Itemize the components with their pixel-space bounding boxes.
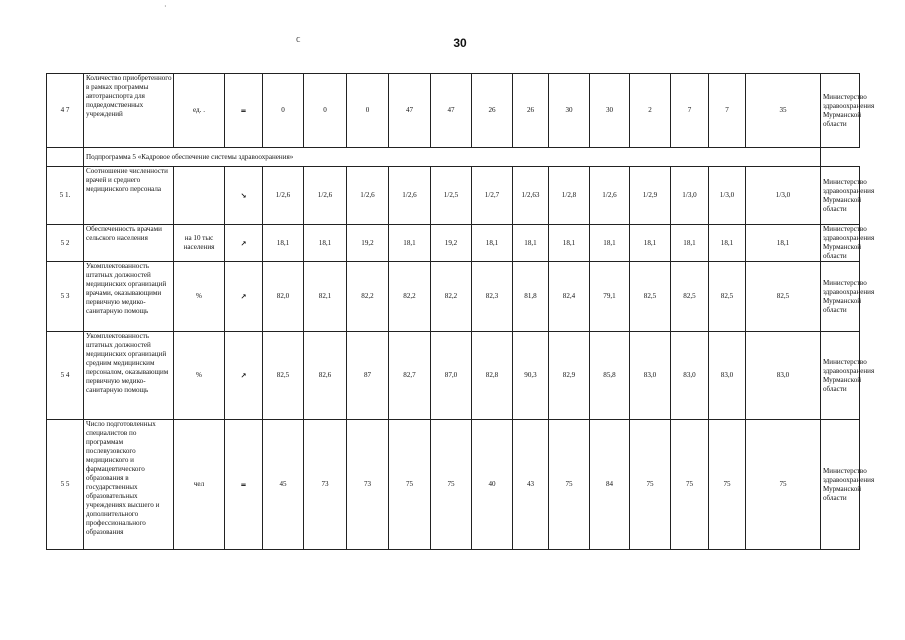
value-cell: 75 [709, 420, 746, 550]
value-cell: 82,5 [671, 262, 709, 332]
value-cell: 87,0 [431, 332, 472, 420]
value-cell: 45 [263, 420, 304, 550]
value-cell: 82,9 [549, 332, 590, 420]
value-cell: 35 [746, 74, 821, 148]
value-cell: 1/3,0 [746, 167, 821, 225]
row-number: 5 3 [47, 262, 84, 332]
value-cell: 1/2,5 [431, 167, 472, 225]
value-cell: 1/2,6 [590, 167, 630, 225]
value-cell: 43 [513, 420, 549, 550]
ministry-cell: Министерство здравоохранения Мурманской области [821, 74, 860, 148]
unit-cell [174, 167, 225, 225]
value-cell: 18,1 [304, 225, 347, 262]
value-cell: 18,1 [590, 225, 630, 262]
indicator-name: Количество приобретенного в рамках программы автотранспорта для подведомственных учреждений [84, 74, 174, 148]
trend-icon: = [225, 420, 263, 550]
value-cell: 18,1 [709, 225, 746, 262]
value-cell: 90,3 [513, 332, 549, 420]
value-cell: 18,1 [513, 225, 549, 262]
value-cell: 18,1 [671, 225, 709, 262]
value-cell: 30 [590, 74, 630, 148]
value-cell: 18,1 [630, 225, 671, 262]
trend-icon: ↘ [225, 167, 263, 225]
trend-icon: ↗ [225, 262, 263, 332]
value-cell: 82,8 [472, 332, 513, 420]
trend-icon: ↗ [225, 225, 263, 262]
table-row [47, 262, 860, 332]
value-cell: 83,0 [709, 332, 746, 420]
value-cell: 18,1 [549, 225, 590, 262]
value-cell: 84 [590, 420, 630, 550]
unit-cell: чел [174, 420, 225, 550]
indicator-name: Обеспеченность врачами сельского населения [84, 225, 174, 262]
ministry-cell: Министерство здравоохранения Мурманской области [821, 262, 860, 332]
value-cell: 18,1 [472, 225, 513, 262]
indicators-table [46, 73, 875, 550]
value-cell: 83,0 [630, 332, 671, 420]
value-cell: 18,1 [389, 225, 431, 262]
value-cell: 26 [472, 74, 513, 148]
value-cell: 82,4 [549, 262, 590, 332]
indicator-name: Соотношение численности врачей и среднего медицинского персонала [84, 167, 174, 225]
value-cell: 82,6 [304, 332, 347, 420]
value-cell: 73 [347, 420, 389, 550]
row-number: 5 5 [47, 420, 84, 550]
value-cell: 19,2 [347, 225, 389, 262]
value-cell: 1/2,8 [549, 167, 590, 225]
value-cell: 18,1 [746, 225, 821, 262]
value-cell: 7 [671, 74, 709, 148]
value-cell: 82,1 [304, 262, 347, 332]
value-cell: 81,8 [513, 262, 549, 332]
value-cell: 82,3 [472, 262, 513, 332]
subprogram-row [47, 148, 860, 167]
row-number: 4 7 [47, 74, 84, 148]
value-cell: 82,5 [630, 262, 671, 332]
value-cell: 75 [671, 420, 709, 550]
table-row [47, 74, 860, 148]
value-cell: 19,2 [431, 225, 472, 262]
value-cell: 79,1 [590, 262, 630, 332]
table-body [47, 74, 875, 550]
unit-cell: % [174, 332, 225, 420]
value-cell: 87 [347, 332, 389, 420]
subprogram-number-cell [47, 148, 84, 167]
value-cell: 82,5 [263, 332, 304, 420]
table-row [47, 167, 860, 225]
value-cell: 82,2 [431, 262, 472, 332]
value-cell: 40 [472, 420, 513, 550]
value-cell: 82,7 [389, 332, 431, 420]
value-cell: 0 [304, 74, 347, 148]
value-cell: 1/2,6 [389, 167, 431, 225]
value-cell: 1/2,6 [263, 167, 304, 225]
value-cell: 1/3,0 [671, 167, 709, 225]
value-cell: 82,0 [263, 262, 304, 332]
value-cell: 1/2,6 [347, 167, 389, 225]
value-cell: 83,0 [746, 332, 821, 420]
indicator-name: Укомплектованность штатных должностей медицинских организаций средним медицинским персоналом, оказывающим первичную медико-санитарную помощь [84, 332, 174, 420]
value-cell: 26 [513, 74, 549, 148]
value-cell: 75 [431, 420, 472, 550]
value-cell: 0 [347, 74, 389, 148]
ministry-cell: Министерство здравоохранения Мурманской области [821, 332, 860, 420]
row-number: 5 1. [47, 167, 84, 225]
indicator-name: Укомплектованность штатных должностей медицинских организаций врачами, оказывающими первичную медико-санитарную помощь [84, 262, 174, 332]
table-row [47, 420, 860, 550]
unit-cell: на 10 тыс населения [174, 225, 225, 262]
value-cell: 82,2 [389, 262, 431, 332]
value-cell: 2 [630, 74, 671, 148]
value-cell: 75 [389, 420, 431, 550]
value-cell: 75 [630, 420, 671, 550]
value-cell: 47 [431, 74, 472, 148]
value-cell: 30 [549, 74, 590, 148]
value-cell: 82,2 [347, 262, 389, 332]
page-number: 30 [453, 36, 467, 50]
scan-tick-mark: ϲ [296, 34, 301, 45]
value-cell: 75 [549, 420, 590, 550]
trend-icon: = [225, 74, 263, 148]
scan-dot-mark: · [164, 2, 167, 11]
value-cell: 1/2,63 [513, 167, 549, 225]
value-cell: 1/3,0 [709, 167, 746, 225]
ministry-cell: Министерство здравоохранения Мурманской области [821, 225, 860, 262]
value-cell: 82,5 [709, 262, 746, 332]
indicator-name: Число подготовленных специалистов по программам послевузовского медицинского и фармацевтического образования в государственных образовательных учреждениях высшего и дополнительного профессионального образования [84, 420, 174, 550]
value-cell: 83,0 [671, 332, 709, 420]
value-cell: 1/2,7 [472, 167, 513, 225]
value-cell: 7 [709, 74, 746, 148]
value-cell: 1/2,6 [304, 167, 347, 225]
value-cell: 75 [746, 420, 821, 550]
value-cell: 1/2,9 [630, 167, 671, 225]
row-number: 5 2 [47, 225, 84, 262]
value-cell: 18,1 [263, 225, 304, 262]
trend-icon: ↗ [225, 332, 263, 420]
ministry-cell: Министерство здравоохранения Мурманской области [821, 420, 860, 550]
value-cell: 0 [263, 74, 304, 148]
subprogram-title: Подпрограмма 5 «Кадровое обеспечение системы здравоохранения» [84, 148, 821, 167]
row-number: 5 4 [47, 332, 84, 420]
value-cell: 85,8 [590, 332, 630, 420]
value-cell: 73 [304, 420, 347, 550]
unit-cell: % [174, 262, 225, 332]
ministry-cell: Министерство здравоохранения Мурманской области [821, 167, 860, 225]
value-cell: 47 [389, 74, 431, 148]
table-row [47, 225, 860, 262]
value-cell: 82,5 [746, 262, 821, 332]
unit-cell: ед. . [174, 74, 225, 148]
table-row [47, 332, 860, 420]
